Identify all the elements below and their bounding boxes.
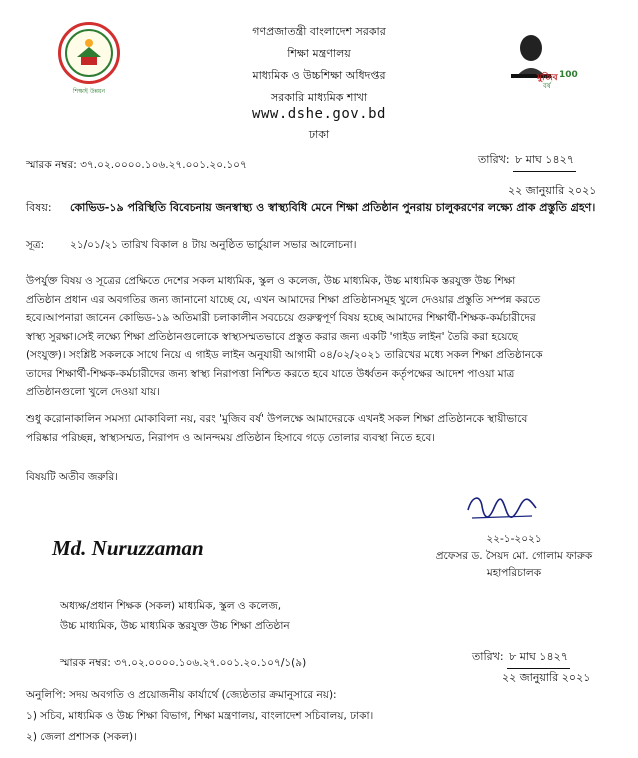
date-label: তারিখ: [472,650,504,663]
ref-label: স্মারক নম্বর: [26,159,77,171]
paragraph-line: হবে।আপনারা জানেন কোভিড-১৯ অতিমারী চলাকালীন সবচেয়ে গুরুত্বপূর্ণ বিষয় হচ্ছে আমাদের শিক্ষার্থী-শিক্ষক-কর্মচারীদের [26,312,536,324]
addressee [60,596,290,636]
memo-date [478,151,596,201]
paragraph-line: প্রতিষ্ঠানগুলো খুলে দেওয়া যায়। [26,386,160,398]
copy-intro: অনুলিপি: সদয় অবগতি ও প্রয়োজনীয় কার্যার্থে (জ্যেষ্ঠতার ক্রমানুসারে নয়): [26,689,337,701]
date-bangla: ৮ মাঘ ১৪২৭ [507,648,570,669]
subject-text: কোভিড-১৯ পরিস্থিতি বিবেচনায় জনস্বাস্থ্য ও স্বাস্থ্যবিধি মেনে শিক্ষা প্রতিষ্ঠান পুনরায় চালুকরণের লক্ষ্যে প্রাক প্রস্তুতি গ্রহণ। [70,201,596,214]
source-text: ২১/০১/২১ তারিখ বিকাল ৪ টায় অনুষ্ঠিত ভার্চুয়াল সভার আলোচনা। [70,239,357,251]
date-label: তারিখ: [478,153,510,166]
paragraph-line: স্বাস্থ্য সুরক্ষা।সেই লক্ষ্যে শিক্ষা প্রতিষ্ঠানগুলোকে স্বাস্থ্যসম্মতভাবে প্রস্তুত করার জন্য একটি 'গাইড লাইন' তৈরি করা হয়েছে [26,330,519,343]
signature-block [404,531,624,582]
ref-label: স্মারক নম্বর: [60,657,111,669]
body-paragraph-2 [26,410,624,447]
signatory-designation: মহাপরিচালক [486,567,542,579]
header-directorate: মাধ্যমিক ও উচ্চশিক্ষা অধিদপ্তর [252,69,386,82]
header-government: গণপ্রজাতন্ত্রী বাংলাদেশ সরকার [252,25,386,38]
body-paragraph-1 [26,272,624,402]
paragraph-line: তাদের শিক্ষার্থী-শিক্ষক-কর্মচারীদের জন্য স্বাস্থ্য নিরাপত্তা নিশ্চিত করতে হবে যাতে উর্ধ্বতন কর্তৃপক্ষের আদেশ পাওয়া মাত্র [26,367,515,380]
handwritten-name: Md. Nuruzzaman [52,536,204,560]
copy-item: ১) সচিব, মাধ্যমিক ও উচ্চ শিক্ষা বিভাগ, শিক্ষা মন্ত্রণালয়, বাংলাদেশ সচিবালয়, ঢাকা। [26,710,374,722]
header-branch: সরকারি মাধ্যমিক শাখা [270,91,368,104]
date-english: ২২ জানুয়ারি ২০২১ [502,671,591,684]
signatory-name: প্রফেসর ড. সৈয়দ মো. গোলাম ফারুক [435,550,593,562]
mujib-logo-label: বর্ষ [543,82,551,90]
subject-label: বিষয়: [26,201,52,214]
addressee-line: অধ্যক্ষ/প্রধান শিক্ষক (সকল) মাধ্যমিক, স্কুল ও কলেজ, [60,600,282,612]
copy-item: ২) জেলা প্রশাসক (সকল)। [26,731,137,743]
signature-image [462,488,542,534]
paragraph-line: পরিষ্কার পরিচ্ছন্ন, স্বাস্থ্যসম্মত, নিরাপদ ও আনন্দময় প্রতিষ্ঠান হিসাবে গড়ে তোলার ব্যবস্থা নিতে হবে। [26,431,436,444]
memo-reference [26,158,247,175]
source-label: সূত্র: [26,239,45,251]
ref-number: ৩৭.০২.০০০০.১০৬.২৭.০০১.২০.১০৭/১(৯) [114,657,307,669]
paragraph-line: (সংযুক্ত)। সংশ্লিষ্ট সকলকে সাথে নিয়ে এ গাইড লাইন অনুযায়ী আগামী ০৪/০২/২০২১ তারিখের মধ্যে সকল শিক্ষা প্রতিষ্ঠানকে [26,349,543,361]
mujib-logo-number: 100 [559,70,578,80]
copy-to [26,685,373,748]
header-website[interactable]: www.dshe.gov.bd [252,106,386,122]
urgent-note: বিষয়টি অতীব জরুরি। [26,471,119,483]
addressee-line: উচ্চ মাধ্যমিক, উচ্চ মাধ্যমিক স্তরযুক্ত উচ্চ শিক্ষা প্রতিষ্ঠান [60,620,290,632]
logo-left-caption: শিক্ষাই উন্নয়ন [72,88,106,95]
ref-number: ৩৭.০২.০০০০.১০৬.২৭.০০১.২০.১০৭ [80,159,247,171]
subject [26,199,622,217]
source-reference [26,238,356,255]
header-city: ঢাকা [308,128,330,141]
memo-date-2 [472,648,590,688]
paragraph-line: উপর্যুক্ত বিষয় ও সূত্রের প্রেক্ষিতে দেশের সকল মাধ্যমিক, স্কুল ও কলেজ, উচ্চ মাধ্যমিক, উচ্চ মাধ্যমিক স্তরযুক্ত উচ্চ শিক্ষা [26,275,516,287]
header-ministry: শিক্ষা মন্ত্রণালয় [287,47,351,60]
date-bangla: ৮ মাঘ ১৪২৭ [513,151,576,172]
mujib-logo-text: মুজিব [537,73,558,83]
memo-reference-2 [60,656,306,673]
date-english: ২২ জানুয়ারি ২০২১ [508,184,597,197]
signature-date: ২২-১-২০২১ [486,533,542,545]
paragraph-line: শুধু করোনাকালিন সমস্যা মোকাবিলা নয়, বরং 'মুজিব বর্ষ' উপলক্ষে আমাদেরকে এখনই সকল শিক্ষা প্রতিষ্ঠানকে স্থায়ীভাবে [26,413,528,425]
paragraph-line: প্রতিষ্ঠান প্রধান এর অবগতির জন্য জানানো যাচ্ছে যে, এখন আমাদের শিক্ষা প্রতিষ্ঠানসমূহ খুলে দেওয়ার প্রস্তুতি সম্পন্ন করতে [26,293,541,306]
